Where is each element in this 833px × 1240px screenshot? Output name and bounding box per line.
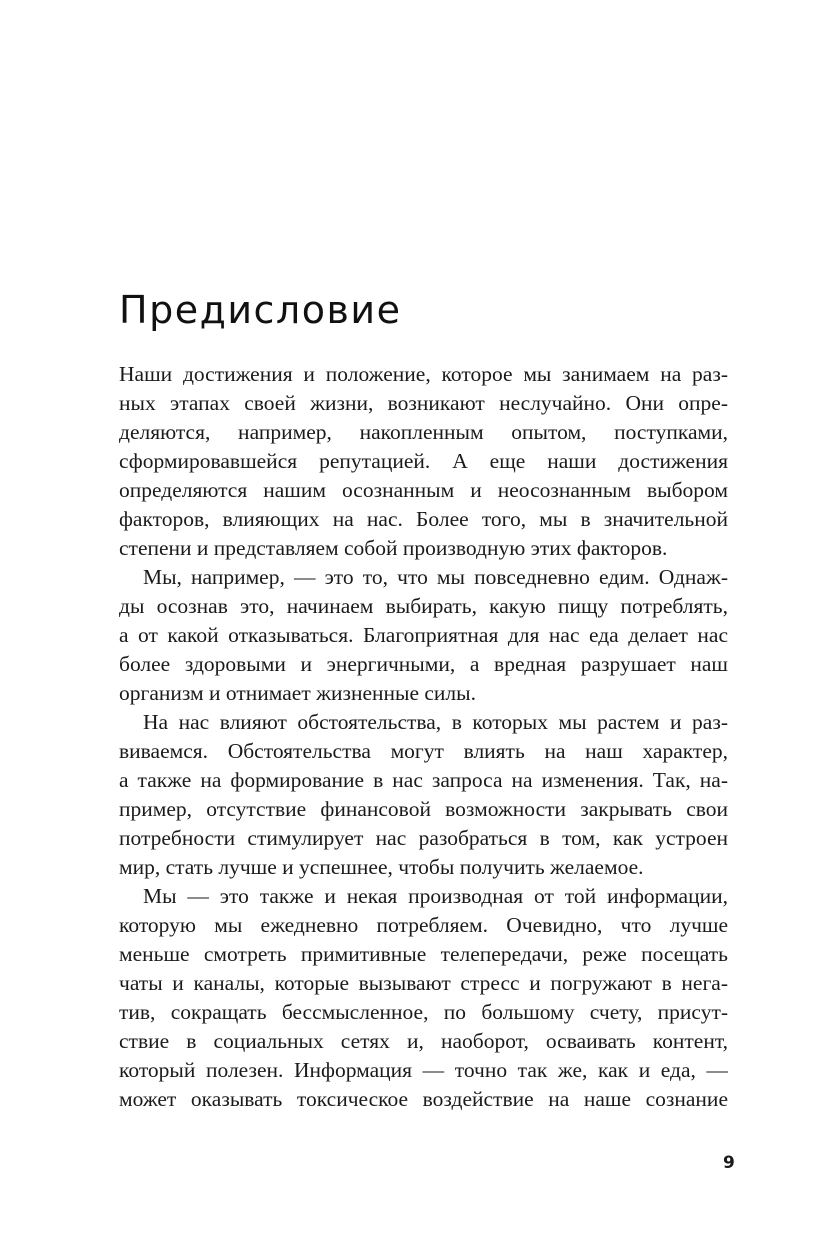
page-number: 9 [723,1153,735,1173]
text-line: факторов, влияющих на нас. Более того, мы в значительной [119,507,728,531]
text-line: тив, сокращать бессмысленное, по большому счету, присут- [119,1000,728,1024]
chapter-title: Предисловие [119,288,402,332]
text-line: а также на формирование в нас запроса на изменения. Так, на- [119,768,728,792]
text-line: степени и представляем собой производную этих факторов. [119,536,668,560]
text-line: Мы, например, — это то, что мы повседневно едим. Однаж- [143,565,728,589]
text-line: более здоровыми и энергичными, а вредная разрушает наш [119,652,728,676]
text-line: Мы — это также и некая производная от той информации, [143,884,728,908]
text-line: пример, отсутствие финансовой возможности закрывать свои [119,797,728,821]
text-line: деляются, например, накопленным опытом, поступками, [119,420,728,444]
text-line: мир, стать лучше и успешнее, чтобы получить желаемое. [119,855,644,879]
text-line: чаты и каналы, которые вызывают стресс и погружают в нега- [119,971,728,995]
body-text [119,360,728,1114]
text-line: сформировавшейся репутацией. А еще наши достижения [119,449,728,473]
text-line: Наши достижения и положение, которое мы занимаем на раз- [119,362,728,386]
text-line: ды осознав это, начинаем выбирать, какую пищу потреблять, [119,594,728,618]
text-line: определяются нашим осознанным и неосознанным выбором [119,478,728,502]
text-line: виваемся. Обстоятельства могут влиять на наш характер, [119,739,728,763]
text-line: ных этапах своей жизни, возникают неслучайно. Они опре- [119,391,728,415]
text-line: ствие в социальных сетях и, наоборот, осваивать контент, [119,1029,728,1053]
text-line: организм и отнимает жизненные силы. [119,681,476,705]
text-line: На нас влияют обстоятельства, в которых мы растем и раз- [143,710,728,734]
text-line: который полезен. Информация — точно так же, как и еда, — [119,1058,728,1082]
text-line: а от какой отказываться. Благоприятная для нас еда делает нас [119,623,728,647]
text-line: которую мы ежедневно потребляем. Очевидно, что лучше [119,913,728,937]
text-line: может оказывать токсическое воздействие на наше сознание [119,1087,728,1111]
text-line: потребности стимулирует нас разобраться в том, как устроен [119,826,728,850]
text-line: меньше смотреть примитивные телепередачи, реже посещать [119,942,728,966]
